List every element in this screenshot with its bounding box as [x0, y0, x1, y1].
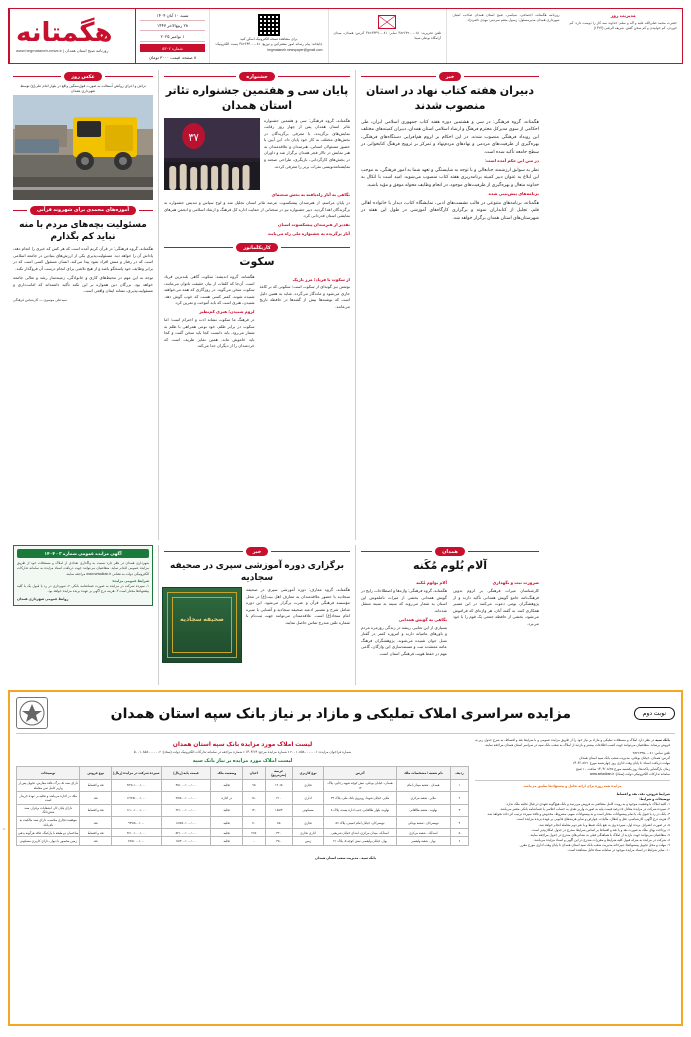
- auction-advertisement[interactable]: [8, 690, 683, 1026]
- auction-list-title-2: لیست املاک مورد مزایده بر نیاز بانک سپه: [192, 758, 293, 765]
- auction-intro-text: در نظر دارد املاک و مستغلات تملیکی و مازاد بر نیاز خود را از طریق مزایده عمومی و با شرایط نقد و اقساط، به شرح جدول زیر به فروش برساند. متقاضیان می‌توانند جهت کسب اطلاعات بیشتر و بازدید از املاک به شعب بانک سپه در سراسر استان همدان مراجعه نمایند.: [475, 738, 670, 748]
- masthead-dateblock: [135, 9, 209, 63]
- middle-band: [8, 545, 683, 685]
- cell-sale: نقد: [80, 816, 112, 828]
- opinion-body-3: نوشتن نیز گونه‌ای از سکوت است؛ سکوتی که بر کاغذ جاری می‌شود و ماندگار می‌گردد. شاید به همین دلیل است که نوشته‌ها بیش از گفته‌ها در حافظه تاریخ می‌مانند.: [259, 284, 350, 309]
- cell-build: ۲۶۵: [243, 829, 266, 837]
- auction-intro-title: بانک سپه: [655, 738, 671, 742]
- news-body-2: نظر به سوابق ارزشمند جنابعالی و با توجه به شایستگی و تعهد شما به امور فرهنگی، به موجب این ابلاغ به عنوان دبیر کمیته برنامه‌ریزی هفته کتاب منصوب می‌شوید. امید است با اتکال به خداوند متعال و بهره‌گیری از ظرفیت‌های موجود، در انجام وظایف محوله موفق و مؤید باشید.: [361, 166, 539, 188]
- auction-signature: بانک سپه - مدیریت شعب استان همدان: [315, 856, 376, 861]
- section-tag-photo: عکس روز: [64, 72, 102, 81]
- cell-no: ۳: [450, 804, 468, 816]
- opinion-body-2: در فرهنگ ما سکوت نشانه ادب و احترام است؛ اما سکوت در برابر ظلم، خود نوعی همراهی با ظلم به شمار می‌رود. باید دانست کجا باید سخن گفت و کجا باید خاموش ماند. همین تمایز ظریف است که خردمندان را از دیگران جدا می‌کند.: [164, 317, 255, 349]
- cell-type: مسکونی: [292, 804, 324, 816]
- column-hamedan: [356, 545, 544, 685]
- tender-ad-body: شهرداری همدان در نظر دارد نسبت به واگذاری تعدادی از املاک و مستغلات خود از طریق مزایده عمومی اقدام نماید. متقاضیان می‌توانند جهت دریافت اسناد مزایده به سامانه تدارکات الکترونیکی دولت به نشانی www.setadiran.ir مراجعه نمایند.: [17, 561, 149, 576]
- auction-round-badge: نوبت دوم: [634, 707, 675, 720]
- cell-desc: دارای سند تک برگ، فاقد معارض، تحویل پس از واریز کامل ثمن معامله: [17, 779, 80, 791]
- th-deposit: سپرده شرکت در مزایده (ریال): [111, 767, 161, 780]
- table-row: [17, 779, 469, 791]
- cell-land: ۴۵۰: [265, 837, 292, 845]
- book-headline: برگزاری دوره آموزشی سپری در صحیفه سجادیه: [170, 560, 344, 583]
- auction-note-title: مزایده همه روزه برای ارائه تحلیل و پیشنهادها تطبیق می‌باشد: [523, 783, 622, 788]
- issue-number: شماره ۵۳۰۲: [140, 44, 205, 52]
- tender-ad-title: آگهی مزایده عمومی شماره ۲ - ۱۴۰۴: [17, 549, 149, 558]
- cell-status: در اجاره: [211, 792, 243, 804]
- masthead-logo: [9, 9, 135, 63]
- section-book-news: [164, 547, 350, 556]
- auction-contact-1: تلفن تماس: ۰۸۱-۳۸۲۶۳۳۵۰: [632, 751, 670, 756]
- page-count: ۸ صفحه: [182, 54, 197, 60]
- quote-text: حضرت محمد صلی‌الله علیه و آله و سلم: خداوند سه کار را دوست دارد: کم خوردن، کم خوابیدن و کم سخن گفتن. شریف الرضی (۱۳۲۳): [569, 21, 677, 31]
- cell-status: تخلیه: [211, 829, 243, 837]
- cell-sale: نقد و اقساط: [80, 779, 112, 791]
- cell-status: تخلیه: [211, 837, 243, 845]
- masthead-credits: روزنامه هگمتانه، اجتماعی، سیاسی، صبح استان همدان صاحب امتیاز: شهرداری همدان مدیرمسئول: رسول منعم سردبیر: مهدی ناصرنژاد: [452, 13, 560, 23]
- auction-contact-5[interactable]: سامانه تدارکات الکترونیکی دولت (ستاد): www.setadiran.ir: [589, 771, 670, 776]
- section-opinion: [164, 243, 350, 252]
- cell-type: تجاری: [292, 816, 324, 828]
- cell-branch: ملایر - شعبه مرکزی: [396, 792, 450, 804]
- cell-price: ۱۸/۷۵۰/۰۰۰/۰۰۰: [161, 816, 211, 828]
- book-cover-image: [162, 587, 242, 663]
- cell-branch: نهاوند - شعبه طالقانی: [396, 804, 450, 816]
- cell-status: تخلیه: [211, 816, 243, 828]
- cell-build: ۷۰: [243, 816, 266, 828]
- th-branch: نام شعبه / مشخصات ملک: [396, 767, 450, 780]
- section-tag-hamedan: همدان: [435, 547, 465, 556]
- cell-no: ۱: [450, 779, 468, 791]
- cell-address: اسدآباد، میدان مرکزی، ابتدای خیابان شریعتی: [324, 829, 396, 837]
- book-cover-title: صحیفه سجادیه: [180, 617, 224, 624]
- festival-image: [164, 118, 260, 190]
- auction-condition-item: ۸- شرکت در مزایده به منزله قبول کلیه شرایط و مقررات مندرج در این آگهی و اسناد مزایده می‌باشد.: [533, 837, 670, 842]
- auction-table: [16, 766, 469, 845]
- masthead-col-contact: [328, 9, 447, 63]
- cell-land: ۱۲۰/۵: [265, 779, 292, 791]
- section-news: [361, 72, 539, 81]
- cell-desc: ملک در اجاره می‌باشد و تخلیه بر عهده خریدار است: [17, 792, 80, 804]
- cell-land: ۱۸۵/۳: [265, 804, 292, 816]
- hamedan-subhead-3: ضرورت ثبت و نگهداری: [492, 580, 539, 586]
- cell-address: تویسرکان، خیابان امام خمینی، پلاک ۵۶: [324, 816, 396, 828]
- auction-condition-item: ۶- پرداخت بهای ملک به صورت نقد و یا نقد و اقساط بر اساس شرایط مندرج در جدول امکان‌پذیر است.: [531, 827, 670, 832]
- cell-deposit: ۹۳۷/۵۰۰/۰۰۰: [111, 816, 161, 828]
- cell-price: ۱۵/۳۰۰/۰۰۰/۰۰۰: [161, 837, 211, 845]
- cell-no: ۶: [450, 837, 468, 845]
- auction-condition-item: ۹- مهلت و محل تحویل پیشنهادها: دبیرخانه مدیریت شعب بانک سپه استان همدان تا پایان وقت اداری مورخ مقرر.: [519, 842, 670, 847]
- cell-build: ۱۴۰: [243, 804, 266, 816]
- cell-deposit: ۲/۶۰۰/۰۰۰/۰۰۰: [111, 829, 161, 837]
- cell-address: همدان، خیابان بوعلی، نبش کوچه شهید رجایی، پلاک ۱۲: [324, 779, 396, 791]
- cell-sale: نقد و اقساط: [80, 829, 112, 837]
- news-body: هگمتانه، گروه فرهنگی: در سی و هشتمین دوره هفته کتاب جمهوری اسلامی ایران، طی احکامی از سوی مدیرکل محترم فرهنگ و ارشاد اسلامی استان همدان، دبیران کمیته‌های مختلف این رویداد فرهنگی منصوب شدند. در این احکام بر لزوم هم‌افزایی دستگاه‌های فرهنگی، بهره‌گیری از ظرفیت‌های مردمی و نهادهای مردم‌نهاد و تمرکز بر ترویج فرهنگ کتابخوانی در سطح جامعه تأکید شده است.: [361, 118, 539, 154]
- news-headline: دبیران هفته کتاب نهاد در استان منصوب شدند: [365, 85, 535, 112]
- festival-subhead-1: نگاهی به آثار راه‌یافته به بخش صحنه‌ای: [271, 192, 350, 198]
- cell-build: ۱۸۰: [243, 792, 266, 804]
- news-body-3: هگمتانه، برنامه‌های متنوعی در قالب نشست‌های ادبی، نمایشگاه کتاب، دیدار با خانواده اهالی قلم، تجلیل از کتابداران نمونه و برگزاری کارگاه‌های آموزشی در طول این هفته در شهرستان‌های استان همدان برگزار خواهد شد.: [361, 199, 539, 221]
- cell-no: ۵: [450, 829, 468, 837]
- masthead: [8, 8, 683, 64]
- section-tag-opinion: کاریکلماتور: [236, 243, 278, 252]
- cell-deposit: ۷۶۵/۰۰۰/۰۰۰: [111, 837, 161, 845]
- cell-sale: نقد: [80, 837, 112, 845]
- religious-signature: سیدعلی موسوی — کارشناس فرهنگی: [13, 297, 67, 302]
- opinion-body-1: هگمتانه، گروه اندیشه: سکوت گاهی بلندترین فریاد است. آن‌جا که کلمات از بیان حقیقت ناتوان می‌مانند، سکوت سخن می‌گوید. در روزگاری که همه می‌خواهند شنیده شوند، کمتر کسی هست که خوب گوش دهد. شنیدن، هنری است که باید آموخت و تمرین کرد.: [164, 274, 255, 306]
- masthead-contact-phone: تلفن تحریریه: ۰۸۱-۳۸۲۶۷۲۰۰ نمابر: ۰۸۱-۳۸۲۶۴۴۹۰ آدرس: همدان، میدان آرامگاه بوعلی سینا: [333, 31, 441, 41]
- price: قیمت ۳۰۰۰ تومان: [148, 54, 181, 60]
- table-header-row: [17, 767, 469, 780]
- festival-body-2: در پایان مراسم، از هنرمندان پیشکسوت عرصه تئاتر استان تجلیل شد و لوح سپاس و تندیس جشنواره به برگزیدگان اهدا گردید. دبیر جشنواره نیز در سخنانی از حمایت اداره کل فرهنگ و ارشاد اسلامی و انجمن هنرهای نمایشی استان قدردانی کرد.: [164, 199, 350, 219]
- religious-body-2: توجه به این مهم در محیط‌های کاری و خانوادگی، زمینه‌ساز رشد و تعالی جامعه خواهد بود. بزرگان دین همواره بر این نکته تأکید داشته‌اند که امانت‌داری و مسئولیت‌پذیری، نشانه ایمان واقعی است.: [13, 275, 153, 294]
- th-type: نوع کاربری: [292, 767, 324, 780]
- auction-contact-3: مهلت دریافت اسناد: تا پایان وقت اداری روز چهارشنبه مورخ ۱۴۰۴/۰۸/۲۱: [572, 761, 670, 766]
- th-address: آدرس: [324, 767, 396, 780]
- table-row: [17, 804, 469, 816]
- festival-subhead-3: آثار برگزیده به جشنواره ملی راه می‌یابند: [267, 230, 350, 236]
- bank-sepah-logo-icon: [16, 697, 48, 729]
- tender-conditions-title: شرایط عمومی مزایده:: [111, 578, 149, 583]
- auction-conditions-panel: [475, 738, 675, 853]
- th-sale: نوع فروش: [80, 767, 112, 780]
- cell-build: ۹۵: [243, 779, 266, 791]
- cell-branch: تویسرکان - شعبه بوعلی: [396, 816, 450, 828]
- cell-price: ۲۲/۰۰۰/۰۰۰/۰۰۰: [161, 804, 211, 816]
- section-religious: [13, 206, 153, 215]
- photo-of-day-image: [13, 95, 153, 200]
- cell-type: تجاری: [292, 779, 324, 791]
- paper-title: هگمتانه: [16, 16, 113, 47]
- cell-deposit: ۲/۲۵۰/۰۰۰/۰۰۰: [111, 779, 161, 791]
- masthead-col-qr: [209, 9, 328, 63]
- masthead-contact-email: چاپخانه: پیام رسانه امور مشترکین و توزیع: ۰۸۱-۳۸۲۶۴۴۰۰ پست الکترونیک: hegmataneh.newspaper@gmail.com: [215, 42, 323, 52]
- cell-land: ۳۲۰: [265, 829, 292, 837]
- cell-desc: موقعیت تجاری مناسب، دارای سند مالکیت به نام بانک: [17, 816, 80, 828]
- cell-no: ۲: [450, 792, 468, 804]
- auction-condition-item: ۴- هزینه درج آگهی، کارشناسی، نقل و انتقال، مالیات، عوارض و سایر هزینه‌های قانونی بر عهده برنده مزایده است.: [516, 817, 670, 822]
- cell-address: ملایر، خیابان شهدا، روبروی بانک ملی، پلاک ۳۴: [324, 792, 396, 804]
- top-columns: [8, 70, 683, 540]
- cell-branch: اسدآباد - شعبه مرکزی: [396, 829, 450, 837]
- auction-title: مزایده سراسری املاک تملیکی و مازاد بر نیاز بانک سپه استان همدان: [110, 704, 572, 721]
- cell-price: ۴۵/۰۰۰/۰۰۰/۰۰۰: [161, 779, 211, 791]
- page-number: ۸: [2, 828, 6, 830]
- cell-status: تخلیه: [211, 779, 243, 791]
- auction-contact-4: زمان بازگشایی پاکت‌ها: روز یکشنبه مورخ ۱۴۰۴/۰۸/۲۵ ساعت ۱۰ صبح: [576, 766, 670, 771]
- cell-desc: زمین محصور با دیوار، دارای کاربری مسکونی: [17, 837, 80, 845]
- cell-land: ۲۱۰: [265, 792, 292, 804]
- qr-caption: برای مشاهده نسخه الکترونیک اسکن کنید: [240, 37, 298, 41]
- cell-sale: نقد و اقساط: [80, 804, 112, 816]
- table-row: [17, 837, 469, 845]
- auction-contact-2: آدرس: همدان، خیابان بوعلی، مدیریت شعب بانک سپه استان همدان: [579, 756, 670, 761]
- auction-condition-item: ۲- سپرده شرکت در مزایده معادل ۵ درصد قیمت پایه به صورت واریز نقدی به حساب اعلامی یا ضمانتنامه بانکی معتبر می‌باشد.: [499, 807, 670, 812]
- th-price: قیمت پایه (ریال): [161, 767, 211, 780]
- cell-type: اداری تجاری: [292, 829, 324, 837]
- section-festival: [164, 72, 350, 81]
- section-tag-book: خبر: [246, 547, 269, 556]
- hamedan-body-2: بسیاری از این تعابیر، ریشه در زندگی روزمره مردم و باورهای عامیانه دارند و امروزه کمتر در گفتار نسل جوان شنیده می‌شوند. پژوهشگران فرهنگ عامه معتقدند ثبت و مستندسازی این واژگان، گامی مهم در حفظ هویت فرهنگی استان است.: [361, 624, 447, 656]
- table-row: [17, 829, 469, 837]
- cell-desc: ساختمان دو طبقه با پارکینگ، فاقد هرگونه بدهی: [17, 829, 80, 837]
- auction-list-meta: شماره فراخوان مزایده: ۲۰۰۱۰۸۵۸۰۰۰۰۰۰۱ • شماره مزایده مرجع: ۱۴۰۴/۱۴ • شماره مراجعه در سامانه تدارکات الکترونیک دولت (ستاد): ۵۰۰۱۰۸۵۸۰۰۰۰۰۰۲: [133, 750, 352, 754]
- cell-deposit: ۱/۱۰۰/۰۰۰/۰۰۰: [111, 804, 161, 816]
- cell-address: بهار، خیابان ولیعصر، نبش کوچه ۵، پلاک ۲۱: [324, 837, 396, 845]
- hamedan-body-1: هگمتانه، گروه فرهنگی: واژه‌ها و اصطلاحات رایج در گویش همدانی بخشی از میراث ناملموس این استان به شمار می‌روند که سینه به سینه منتقل شده‌اند.: [361, 588, 447, 613]
- festival-subhead-2: تقدیر از هنرمندان پیشکسوت استان: [277, 222, 350, 228]
- cell-type: زمین: [292, 837, 324, 845]
- auction-conditions-subtitle: شرایط فروش، نقد، نقد و اقساط: [616, 791, 670, 796]
- auction-condition-item: ۷- متقاضیان می‌توانند جهت بازدید از املاک با هماهنگی قبلی به نشانی‌های مندرج در جدول مراجعه نمایند.: [529, 832, 670, 837]
- th-desc: توضیحات: [17, 767, 80, 780]
- th-no: ردیف: [450, 767, 468, 780]
- cell-deposit: ۱/۹۲۵/۰۰۰/۰۰۰: [111, 792, 161, 804]
- date-jalali: شنبه ۱۰ آبان ۱۴۰۴: [140, 13, 205, 21]
- cell-branch: همدان - شعبه میدان امام: [396, 779, 450, 791]
- hamedan-subhead-1: آلام بولوم مُکنه: [416, 580, 447, 586]
- opinion-subhead-1: لزوم شنیدن؛ هنری کم‌نظیر: [199, 309, 255, 315]
- cell-type: اداری: [292, 792, 324, 804]
- section-photo-of-day: [13, 72, 153, 81]
- hamedan-subhead-2: نگاهی به گویش همدانی: [398, 616, 447, 622]
- quote-title: مدیریت روز: [610, 13, 636, 18]
- qr-code-icon[interactable]: [258, 14, 280, 36]
- auction-intro: [475, 738, 670, 748]
- masthead-col-quote: [565, 9, 683, 63]
- auction-condition-item: ۱- کلیه املاک با وضعیت موجود و به رویت کامل متقاضی به فروش می‌رسد و بانک هیچ‌گونه تعهدی در قبال تخلیه ملک ندارد.: [505, 802, 670, 807]
- cell-no: ۴: [450, 816, 468, 828]
- religious-headline: مسئولیت بچه‌های مردم با منه نباید کم بگذارم: [19, 218, 147, 241]
- th-status: وضعیت ملک: [211, 767, 243, 780]
- auction-header: [16, 697, 675, 729]
- festival-body: هگمتانه، گروه فرهنگی: سی و هفتمین جشنواره تئاتر استان همدان پس از چهار روز رقابت نمایش‌های برگزیده، با معرفی برگزیدگان در بخش‌های مختلف به کار خود پایان داد. این آیین با حضور مسئولان استانی، هنرمندان و علاقه‌مندان به هنر نمایش در تالار فجر همدان برگزار شد و داوران در بخش‌های کارگردانی، بازیگری، طراحی صحنه و نمایشنامه‌نویسی نفرات برتر را معرفی کردند.: [264, 117, 350, 169]
- section-tag-religious: آموزه‌های محمدی برای شهروند قرآنی: [30, 206, 136, 215]
- photo-caption: تراش و اجرای روکش آسفالت به صورت فوق‌سنگین واقع در بلوار امام علی(ع) توسط شهرداری همدان: [20, 84, 146, 94]
- date-gregorian: ۱ نوامبر ۲۰۲۵: [140, 34, 205, 42]
- auction-conditions-head: توضیحات و شرایط:: [639, 796, 670, 801]
- tender-conditions: ۱- سپرده شرکت در مزایده به صورت ضمانتنامه بانکی ۲- شهرداری در رد یا قبول یک یا کلیه پیشنهادها مختار است ۳- هزینه درج آگهی بر عهده برنده مزایده خواهد بود.: [17, 584, 149, 594]
- section-tag-festival: جشنواره: [239, 72, 274, 81]
- cell-build: -: [243, 837, 266, 845]
- table-row: [17, 792, 469, 804]
- section-tag-news: خبر: [439, 72, 462, 81]
- tender-ad[interactable]: [8, 545, 158, 685]
- cell-land: ۸۵: [265, 816, 292, 828]
- cell-status: تخلیه: [211, 804, 243, 816]
- table-row: [17, 816, 469, 828]
- cell-address: نهاوند، بلوار طالقانی، جنب اداره پست، پلاک ۸: [324, 804, 396, 816]
- section-hamedan: [361, 547, 539, 556]
- news-subhead-1: در متن این حکم آمده است:: [484, 158, 539, 164]
- cell-branch: بهار - شعبه ولیعصر: [396, 837, 450, 845]
- auction-list-title: لیست املاک مورد مزایده بانک سپه استان همدان: [172, 742, 313, 748]
- column-news: [356, 70, 544, 540]
- cell-sale: نقد: [80, 792, 112, 804]
- th-land: عرصه (مترمربع): [265, 767, 292, 780]
- column-city: [8, 70, 158, 540]
- tender-signature: روابط عمومی شهرداری همدان: [17, 596, 69, 601]
- auction-condition-item: ۳- بانک در رد یا قبول یک یا تمام پیشنهادات مختار است و به پیشنهادات مبهم، مشروط، مخدوش و فاقد سپرده ترتیب اثر داده نخواهد شد.: [486, 812, 670, 817]
- column-book-ad: [159, 545, 355, 685]
- masthead-col-credits: [446, 9, 565, 63]
- paper-subtitle: روزنامه صبح استان همدان | www.hegmataneh-news.ir: [16, 47, 109, 53]
- cell-price: ۳۸/۵۰۰/۰۰۰/۰۰۰: [161, 792, 211, 804]
- cell-price: ۵۲/۰۰۰/۰۰۰/۰۰۰: [161, 829, 211, 837]
- th-build: اعیان: [243, 767, 266, 780]
- svg-text:۳۷: ۳۷: [188, 132, 199, 144]
- hamedan-headline: آلام بُلوم مُکَنه: [412, 560, 488, 572]
- religious-body-1: هگمتانه، گروه فرهنگی: در قرآن کریم آمده است که هر کس که خیری را انجام دهد، پاداش آن را خواهد دید. مسئولیت‌پذیری یکی از ارزش‌های بنیادین در جامعه اسلامی است که در رفتار و منش افراد نمود پیدا می‌کند. انسان مسئول کسی است که در برابر وظایف خود پاسخگو باشد و از هیچ تلاشی برای انجام درست آن فروگذار نکند.: [13, 246, 153, 271]
- opinion-subhead-2: از سکوت تا فریاد؛ مرز باریک: [292, 276, 350, 282]
- auction-condition-item: ۱۰- سایر شرایط در اسناد مزایده موجود در سامانه ستاد قابل مشاهده است.: [567, 848, 670, 853]
- news-subhead-2: برنامه‌های پیش‌بینی شده: [488, 191, 539, 197]
- tender-ad-box[interactable]: [13, 545, 153, 606]
- cell-desc: دارای پایان کار، انشعابات برقرار، سند شش‌دانگ: [17, 804, 80, 816]
- date-hijri: ۲۸ ربیع‌الاخر ۱۴۴۷: [140, 23, 205, 31]
- hamedan-body-3: کارشناسان میراث فرهنگی بر لزوم تدوین فرهنگ‌نامه جامع گویش همدانی تأکید دارند و از پژوهشگران بومی دعوت می‌کنند در این مسیر همکاری کنند. به گفته آنان، هر واژه‌ای که فراموش می‌شود، بخشی از حافظه جمعی یک قوم را با خود می‌برد.: [453, 588, 539, 626]
- column-festival: [159, 70, 355, 540]
- envelope-icon: [378, 15, 396, 29]
- festival-headline: پایان سی و هفتمین جشنواره تئاتر استان همدان: [165, 85, 349, 112]
- opinion-headline: سکوت: [239, 256, 275, 269]
- book-body: هگمتانه، گروه معارف: دوره آموزشی سپری در صحیفه سجادیه با حضور علاقه‌مندان به معارف اهل بیت(ع) در محل مؤسسه فرهنگی قرآن و عترت برگزار می‌شود. این دوره شامل شرح و تفسیر ادعیه صحیفه سجادیه و آشنایی با سیره امام سجاد(ع) است. علاقه‌مندان می‌توانند جهت ثبت‌نام با شماره تلفن مندرج تماس حاصل نمایند.: [246, 587, 350, 626]
- auction-condition-item: ۵- در صورت انصراف برنده اول، سپرده وی به نفع بانک ضبط و با نفر دوم معامله انجام خواهد شد.: [538, 822, 670, 827]
